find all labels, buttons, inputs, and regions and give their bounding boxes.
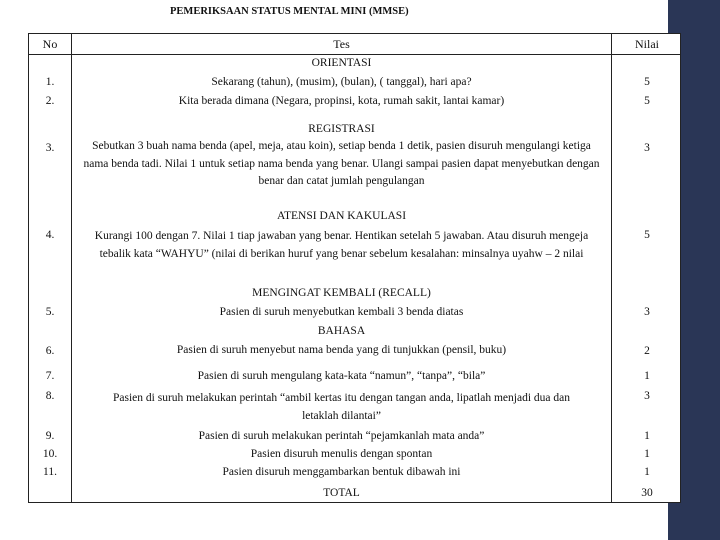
row-9-no: 9. <box>45 430 55 442</box>
row-5-tes: Pasien di suruh menyebutkan kembali 3 benda diatas <box>219 306 464 318</box>
row-2-no: 2. <box>45 95 55 107</box>
row-2-nilai: 5 <box>644 95 650 107</box>
total-label: TOTAL <box>323 487 360 499</box>
section-bahasa: BAHASA <box>317 325 366 337</box>
row-7-no: 7. <box>45 370 55 382</box>
row-1-no: 1. <box>45 76 55 88</box>
section-atensi: ATENSI DAN KAKULASI <box>276 210 407 222</box>
row-11-nilai: 1 <box>644 466 650 478</box>
row-9-nilai: 1 <box>644 430 650 442</box>
section-orientasi: ORIENTASI <box>311 57 372 69</box>
section-registrasi: REGISTRASI <box>308 123 375 135</box>
row-8-no: 8. <box>45 390 55 402</box>
header-divider <box>29 54 680 55</box>
row-10-tes: Pasien disuruh menulis dengan spontan <box>250 448 433 460</box>
row-5-nilai: 3 <box>644 306 650 318</box>
row-3-tes: Sebutkan 3 buah nama benda (apel, meja, atau koin), setiap benda 1 detik, pasien disuruh mengulangi ketiga nama benda tadi. Nilai 1 untuk setiap nama benda yang benar. Ulangi sampai pasien dapat menyebutkan dengan benar dan catat jumlah pengulangan <box>83 140 600 187</box>
total-nilai: 30 <box>641 487 653 499</box>
row-1-tes: Sekarang (tahun), (musim), (bulan), ( tanggal), hari apa? <box>211 76 472 88</box>
row-7-nilai: 1 <box>644 370 650 382</box>
row-11-no: 11. <box>43 466 57 478</box>
row-10-nilai: 1 <box>644 448 650 460</box>
row-1-nilai: 5 <box>644 76 650 88</box>
row-8-tes: Pasien di suruh melakukan perintah “ambil kertas itu dengan tangan anda, lipatlah menjadi dua dan letaklah dilantai” <box>113 392 570 422</box>
row-5-no: 5. <box>45 306 55 318</box>
row-4-no: 4. <box>45 229 55 241</box>
page-title: PEMERIKSAAN STATUS MENTAL MINI (MMSE) <box>170 6 409 17</box>
row-8-nilai: 3 <box>644 390 650 402</box>
row-3-nilai: 3 <box>644 142 650 154</box>
header-tes: Tes <box>333 37 350 51</box>
row-7-tes: Pasien di suruh mengulang kata-kata “namun”, “tanpa”, “bila” <box>197 370 486 382</box>
row-2-tes: Kita berada dimana (Negara, propinsi, kota, rumah sakit, lantai kamar) <box>178 95 505 107</box>
section-recall: MENGINGAT KEMBALI (RECALL) <box>252 287 431 299</box>
row-6-nilai: 2 <box>644 345 650 357</box>
header-no: No <box>42 37 58 51</box>
row-4-tes: Kurangi 100 dengan 7. Nilai 1 tiap jawaban yang benar. Hentikan setelah 5 jawaban. Atau disuruh mengeja tebalik kata “WAHYU” (nilai di berikan huruf yang benar sebelum kesalahan: minsalnya uyahw – 2 nilai <box>94 230 589 260</box>
mmse-table <box>28 33 681 503</box>
header-nilai: Nilai <box>635 37 659 51</box>
row-6-tes: Pasien di suruh menyebut nama benda yang di tunjukkan (pensil, buku) <box>176 344 507 356</box>
row-9-tes: Pasien di suruh melakukan perintah “pejamkanlah mata anda” <box>198 430 485 442</box>
row-11-tes: Pasien disuruh menggambarkan bentuk dibawah ini <box>222 466 461 478</box>
row-3-no: 3. <box>45 142 55 154</box>
row-4-nilai: 5 <box>644 229 650 241</box>
row-10-no: 10. <box>42 448 58 460</box>
row-6-no: 6. <box>45 345 55 357</box>
